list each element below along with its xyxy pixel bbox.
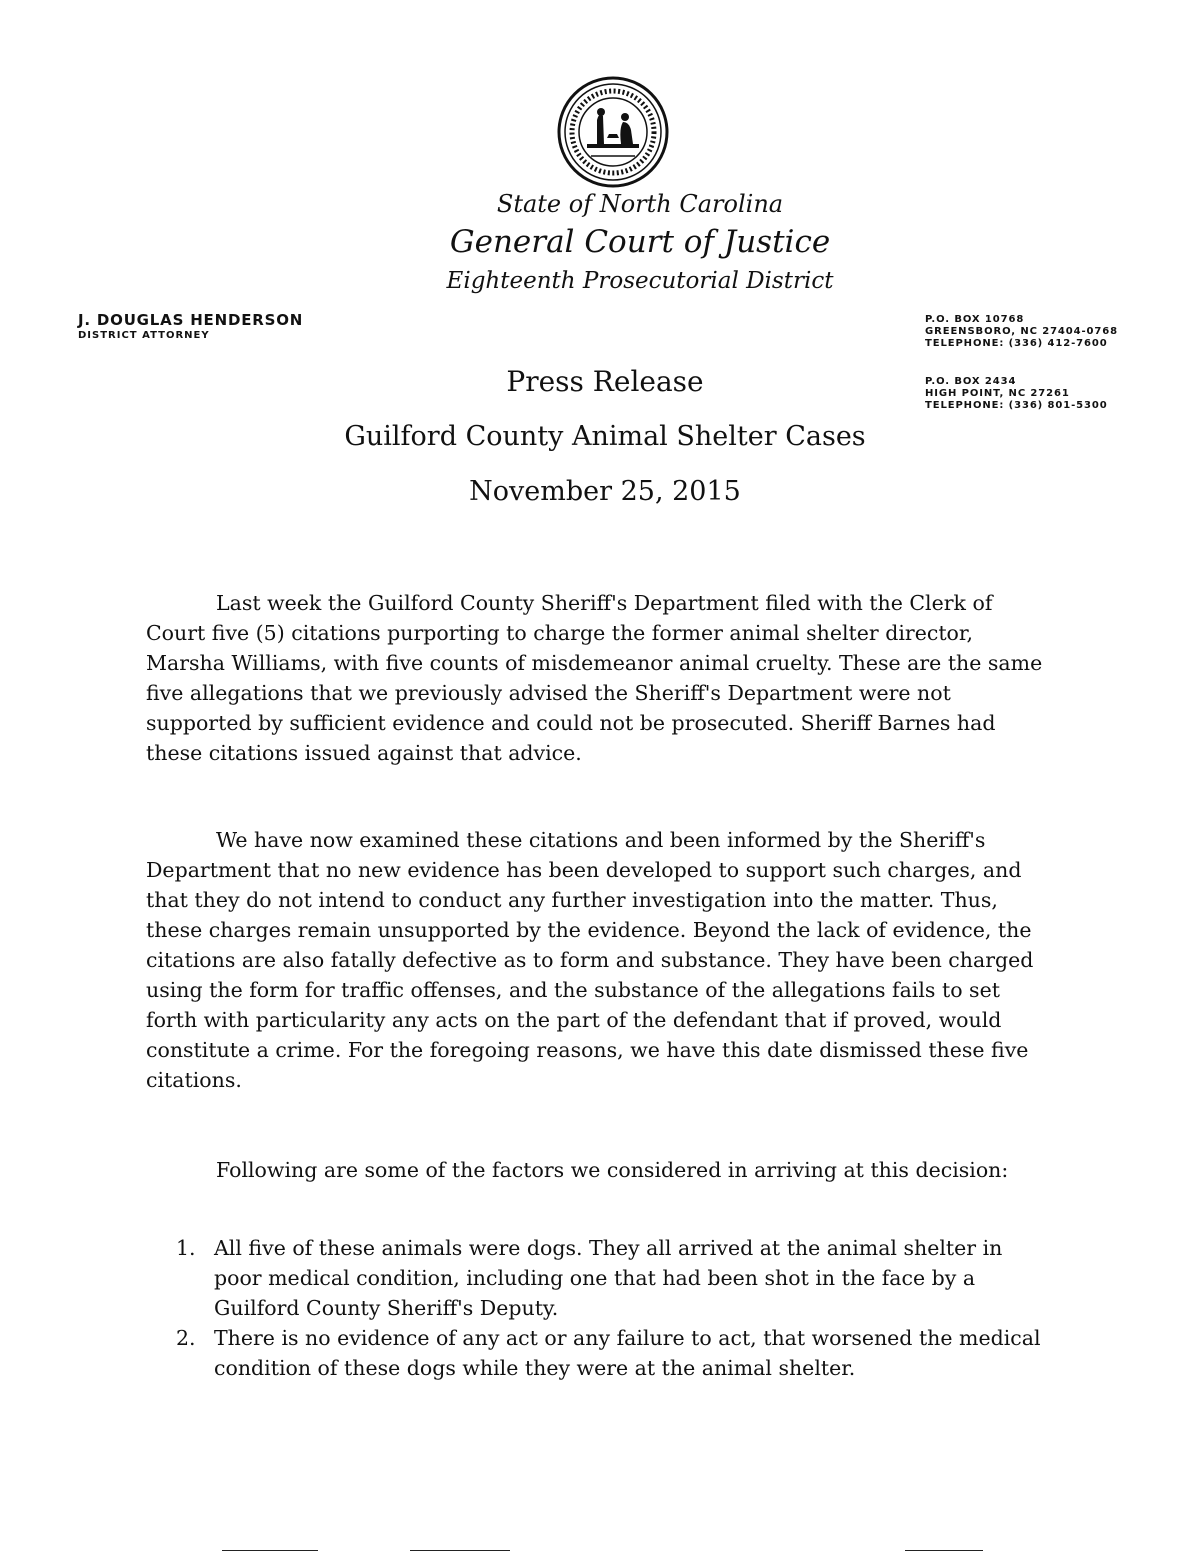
district-attorney-name: J. DOUGLAS HENDERSON xyxy=(78,311,304,329)
court-heading-district: Eighteenth Prosecutorial District xyxy=(446,268,834,294)
list-item-text: There is no evidence of any act or any failure to act, that worsened the medical condition of these dogs while they were at the animal shelter. xyxy=(214,1326,1041,1380)
court-heading xyxy=(380,188,900,298)
release-title-block xyxy=(300,364,910,510)
office-address-greensboro xyxy=(925,314,1118,350)
court-heading-state: State of North Carolina xyxy=(496,190,784,218)
office-city: GREENSBORO, NC 27404-0768 xyxy=(925,326,1118,337)
district-attorney-title: DISTRICT ATTORNEY xyxy=(78,330,210,341)
list-item xyxy=(176,1323,1056,1383)
office-address-high-point xyxy=(925,376,1108,412)
body-paragraph-2: We have now examined these citations and been informed by the Sheriff's Department that no new evidence has been developed to support such charges, and that they do not intend to conduct any further investigation into the matter. Thus, these charges remain unsupported by the evidence. Beyond the lack of evidence, the citations are also fatally defective as to form and substance. They have been charged using the form for traffic offenses, and the substance of the allegations fails to set forth with particularity any acts on the part of the defendant that if proved, would constitute a crime. For the foregoing reasons, we have this date dismissed these five citations. xyxy=(146,828,1034,1092)
list-item-number: 1. xyxy=(176,1236,196,1260)
release-title: Press Release xyxy=(506,365,704,398)
footer-rule xyxy=(905,1550,983,1551)
list-item-text: All five of these animals were dogs. They all arrived at the animal shelter in poor medical condition, including one that had been shot in the face by a Guilford County Sheriff's Deputy. xyxy=(214,1236,1003,1320)
office-phone: TELEPHONE: (336) 801-5300 xyxy=(925,400,1108,411)
factors-list xyxy=(176,1233,1056,1383)
district-attorney-block xyxy=(78,311,303,343)
footer-rule xyxy=(410,1550,510,1551)
office-po-box: P.O. BOX 10768 xyxy=(925,314,1025,325)
list-item xyxy=(176,1233,1056,1323)
list-item-number: 2. xyxy=(176,1326,196,1350)
office-po-box: P.O. BOX 2434 xyxy=(925,376,1017,387)
state-seal-icon xyxy=(557,76,669,188)
office-city: HIGH POINT, NC 27261 xyxy=(925,388,1070,399)
body-paragraph-3: Following are some of the factors we considered in arriving at this decision: xyxy=(216,1158,1009,1182)
release-subject: Guilford County Animal Shelter Cases xyxy=(344,421,866,452)
office-phone: TELEPHONE: (336) 412-7600 xyxy=(925,338,1108,349)
court-heading-court: General Court of Justice xyxy=(449,224,831,260)
footer-rule xyxy=(222,1550,318,1551)
body-paragraph-1: Last week the Guilford County Sheriff's Department filed with the Clerk of Court five (5) citations purporting to charge the former animal shelter director, Marsha Williams, with five counts of misdemeanor animal cruelty. These are the same five allegations that we previously advised the Sheriff's Department were not supported by sufficient evidence and could not be prosecuted. Sheriff Barnes had these citations issued against that advice. xyxy=(146,591,1043,765)
release-date: November 25, 2015 xyxy=(469,476,741,507)
